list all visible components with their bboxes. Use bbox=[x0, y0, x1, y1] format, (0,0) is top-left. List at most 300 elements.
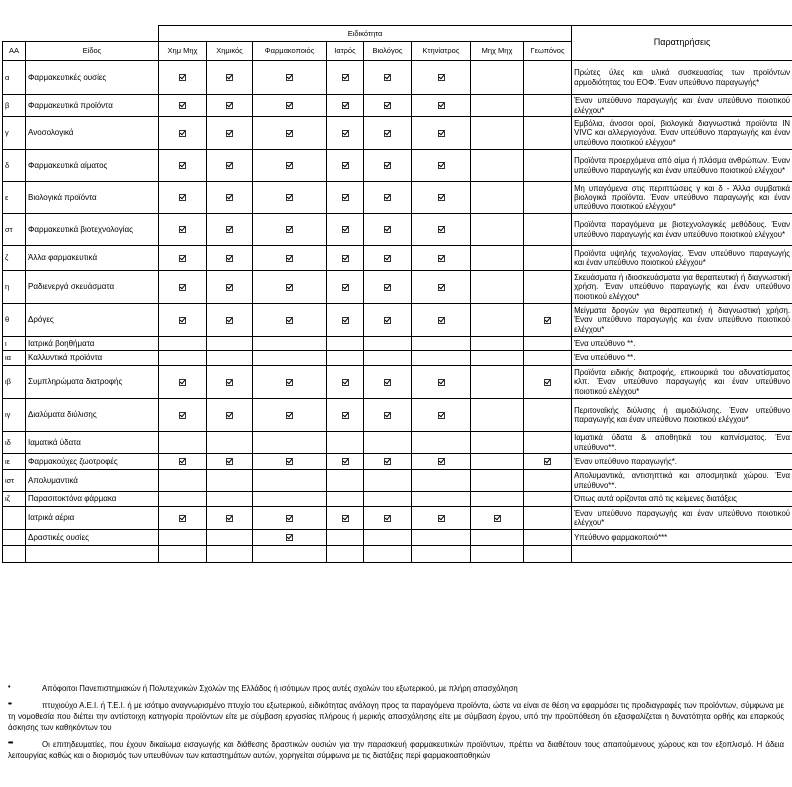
check-cell bbox=[253, 399, 327, 432]
checkbox-checked-icon bbox=[226, 226, 233, 233]
specialty-header: Φαρμακοποιός bbox=[253, 42, 327, 61]
check-cell bbox=[412, 150, 471, 182]
checkbox-checked-icon bbox=[494, 515, 501, 522]
row-kind: Καλλυντικά προϊόντα bbox=[26, 351, 159, 366]
checkbox-checked-icon bbox=[179, 515, 186, 522]
check-cell bbox=[253, 271, 327, 304]
table-row bbox=[3, 530, 792, 546]
checkbox-checked-icon bbox=[179, 162, 186, 169]
row-kind: Ανοσολογικά bbox=[26, 117, 159, 150]
row-note: Μείγματα δρογών για θεραπευτική ή διαγνωστική χρήση. Έναν υπεύθυνο παραγωγής και έναν υπεύθυνο ποιοτικού ελέγχου* bbox=[572, 304, 792, 337]
checkbox-checked-icon bbox=[438, 412, 445, 419]
checkbox-checked-icon bbox=[179, 226, 186, 233]
row-index: ι bbox=[3, 337, 26, 351]
check-cell bbox=[327, 150, 364, 182]
check-cell bbox=[207, 507, 253, 530]
row-index: ιδ bbox=[3, 432, 26, 454]
specialty-group-header: Ειδικότητα bbox=[159, 26, 572, 42]
check-cell bbox=[471, 271, 524, 304]
check-cell bbox=[207, 95, 253, 117]
check-cell bbox=[364, 470, 412, 492]
checkbox-checked-icon bbox=[286, 284, 293, 291]
check-cell bbox=[471, 351, 524, 366]
check-cell bbox=[207, 182, 253, 214]
table-row bbox=[3, 399, 792, 432]
checkbox-checked-icon bbox=[226, 284, 233, 291]
check-cell bbox=[471, 399, 524, 432]
checkbox-checked-icon bbox=[226, 515, 233, 522]
row-index: ιστ bbox=[3, 470, 26, 492]
check-cell bbox=[524, 214, 572, 246]
checkbox-checked-icon bbox=[438, 74, 445, 81]
row-note: Σκευάσματα ή ιδιοσκευάσματα για θεραπευτική ή διαγνωστική χρήση. Έναν υπεύθυνο παραγωγής και έναν υπεύθυνο ποιοτικού ελέγχου* bbox=[572, 271, 792, 304]
row-index: στ bbox=[3, 214, 26, 246]
check-cell bbox=[253, 530, 327, 546]
specialty-header: Ιατρός bbox=[327, 42, 364, 61]
table-body bbox=[3, 61, 792, 563]
checkbox-checked-icon bbox=[179, 130, 186, 137]
check-cell bbox=[524, 470, 572, 492]
specialty-header: Κτηνίατρος bbox=[412, 42, 471, 61]
check-cell bbox=[159, 507, 207, 530]
check-cell bbox=[159, 214, 207, 246]
check-cell bbox=[364, 117, 412, 150]
check-cell bbox=[159, 492, 207, 507]
row-kind: Δρόγες bbox=[26, 304, 159, 337]
check-cell bbox=[524, 530, 572, 546]
row-index: η bbox=[3, 271, 26, 304]
check-cell bbox=[207, 492, 253, 507]
check-cell bbox=[471, 246, 524, 271]
table-row bbox=[3, 271, 792, 304]
check-cell bbox=[253, 492, 327, 507]
row-note: Περιτοναϊκής διύλισης ή αιμοδιύλισης. Έναν υπεύθυνο παραγωγής και έναν υπεύθυνο ποιοτικού ελέγχου* bbox=[572, 399, 792, 432]
row-index: ζ bbox=[3, 246, 26, 271]
check-cell bbox=[253, 351, 327, 366]
table-row bbox=[3, 95, 792, 117]
row-index: ιε bbox=[3, 454, 26, 470]
check-cell bbox=[524, 432, 572, 454]
checkbox-checked-icon bbox=[226, 194, 233, 201]
check-cell bbox=[364, 546, 412, 563]
row-index: ιβ bbox=[3, 366, 26, 399]
check-cell bbox=[471, 454, 524, 470]
checkbox-checked-icon bbox=[226, 379, 233, 386]
check-cell bbox=[327, 182, 364, 214]
check-cell bbox=[253, 507, 327, 530]
check-cell bbox=[159, 351, 207, 366]
check-cell bbox=[207, 150, 253, 182]
checkbox-checked-icon bbox=[384, 130, 391, 137]
checkbox-checked-icon bbox=[438, 162, 445, 169]
check-cell bbox=[207, 454, 253, 470]
check-cell bbox=[207, 61, 253, 95]
row-note: Ιαματικά ύδατα & αποθητικά του καπνίσματος. Ένα υπεύθυνο**. bbox=[572, 432, 792, 454]
check-cell bbox=[253, 337, 327, 351]
check-cell bbox=[253, 246, 327, 271]
check-cell bbox=[412, 530, 471, 546]
check-cell bbox=[253, 117, 327, 150]
check-cell bbox=[364, 492, 412, 507]
table-row bbox=[3, 214, 792, 246]
kind-header: Είδος bbox=[26, 42, 159, 61]
row-index: γ bbox=[3, 117, 26, 150]
footnote-text: πτυχιούχο Α.Ε.Ι. ή Τ.Ε.Ι. ή με ισότιμο αναγνωρισμένο πτυχίο του εξωτερικού, ειδικότητας ανάλογη προς τα παραγόμενα προϊόντα, ώστε να είναι σε θέση να εφαρμόσει τις προδιαγραφές των προϊόντων, σύμφωνα με τη νομοθεσία που διέπει την αντίστοιχη κατηγορία προϊόντων είτε με σύμβαση εργασίας πλήρους ή μερικής απασχόλησης είτε με σύμβαση έργου, υπό την προϋπόθεση ότι εξασφαλίζεται η δυνατότητα ορθής και επαρκούς άσκησης των καθηκόντων του bbox=[8, 701, 784, 732]
checkbox-checked-icon bbox=[342, 284, 349, 291]
checkbox-checked-icon bbox=[544, 458, 551, 465]
checkbox-checked-icon bbox=[342, 130, 349, 137]
check-cell bbox=[524, 271, 572, 304]
row-note: Απολυμαντικά, αντισηπτικά και αποσμητικά χώρου. Ένα υπεύθυνο**. bbox=[572, 470, 792, 492]
check-cell bbox=[471, 95, 524, 117]
row-index bbox=[3, 530, 26, 546]
row-index: θ bbox=[3, 304, 26, 337]
check-cell bbox=[327, 351, 364, 366]
check-cell bbox=[471, 304, 524, 337]
checkbox-checked-icon bbox=[342, 379, 349, 386]
checkbox-checked-icon bbox=[286, 412, 293, 419]
table-row bbox=[3, 117, 792, 150]
check-cell bbox=[159, 246, 207, 271]
footnote-mark: ••• bbox=[8, 740, 13, 747]
check-cell bbox=[471, 530, 524, 546]
check-cell bbox=[471, 150, 524, 182]
table-row bbox=[3, 337, 792, 351]
checkbox-checked-icon bbox=[384, 226, 391, 233]
row-note: Πρώτες ύλες και υλικά συσκευασίας των προϊόντων αρμοδιότητας του ΕΟΦ. Έναν υπεύθυνο παραγωγής* bbox=[572, 61, 792, 95]
table-row bbox=[3, 182, 792, 214]
check-cell bbox=[253, 95, 327, 117]
check-cell bbox=[471, 366, 524, 399]
check-cell bbox=[327, 432, 364, 454]
check-cell bbox=[159, 337, 207, 351]
row-note: Προϊόντα προερχόμενα από αίμα ή πλάσμα ανθρώπων. Έναν υπεύθυνο παραγωγής και έναν υπεύθυνο ποιοτικού ελέγχου* bbox=[572, 150, 792, 182]
specialty-header: Χημ Μηχ bbox=[159, 42, 207, 61]
row-note: Έναν υπεύθυνο παραγωγής και έναν υπεύθυνο ποιοτικού ελέγχου* bbox=[572, 507, 792, 530]
check-cell bbox=[159, 470, 207, 492]
checkbox-checked-icon bbox=[342, 74, 349, 81]
check-cell bbox=[159, 530, 207, 546]
checkbox-checked-icon bbox=[226, 74, 233, 81]
row-index bbox=[3, 546, 26, 563]
checkbox-checked-icon bbox=[342, 162, 349, 169]
check-cell bbox=[524, 337, 572, 351]
checkbox-checked-icon bbox=[179, 194, 186, 201]
check-cell bbox=[159, 304, 207, 337]
checkbox-checked-icon bbox=[438, 255, 445, 262]
checkbox-checked-icon bbox=[286, 534, 293, 541]
footnote-mark: •• bbox=[8, 701, 11, 708]
check-cell bbox=[207, 246, 253, 271]
check-cell bbox=[471, 182, 524, 214]
table-row bbox=[3, 507, 792, 530]
specialty-header: Χημικός bbox=[207, 42, 253, 61]
check-cell bbox=[207, 117, 253, 150]
checkbox-checked-icon bbox=[286, 515, 293, 522]
checkbox-checked-icon bbox=[384, 412, 391, 419]
checkbox-checked-icon bbox=[438, 102, 445, 109]
row-kind: Απολυμαντικά bbox=[26, 470, 159, 492]
row-kind: Φαρμακευτικές ουσίες bbox=[26, 61, 159, 95]
check-cell bbox=[327, 246, 364, 271]
check-cell bbox=[207, 432, 253, 454]
check-cell bbox=[207, 470, 253, 492]
check-cell bbox=[159, 117, 207, 150]
check-cell bbox=[253, 304, 327, 337]
check-cell bbox=[159, 271, 207, 304]
check-cell bbox=[159, 432, 207, 454]
checkbox-checked-icon bbox=[226, 458, 233, 465]
check-cell bbox=[159, 454, 207, 470]
check-cell bbox=[207, 366, 253, 399]
check-cell bbox=[471, 492, 524, 507]
check-cell bbox=[524, 61, 572, 95]
check-cell bbox=[327, 271, 364, 304]
checkbox-checked-icon bbox=[286, 255, 293, 262]
row-note: Εμβόλια, άνοσοι οροί, βιολογικά διαγνωστικά προϊόντα IN VIVC και αλλεργιογόνα. Έναν υπεύθυνο παραγωγής και έναν υπεύθυνο ποιοτικού ελέγχου* bbox=[572, 117, 792, 150]
table-row bbox=[3, 150, 792, 182]
check-cell bbox=[412, 182, 471, 214]
check-cell bbox=[253, 182, 327, 214]
row-index bbox=[3, 507, 26, 530]
check-cell bbox=[327, 507, 364, 530]
checkbox-checked-icon bbox=[286, 226, 293, 233]
footnote-text: Απόφοιτοι Πανεπιστημιακών ή Πολυτεχνικών Σχολών της Ελλάδος ή ισότιμων προς αυτές σχολών του εξωτερικού, με πλήρη απασχόληση bbox=[42, 684, 518, 693]
check-cell bbox=[327, 366, 364, 399]
check-cell bbox=[471, 470, 524, 492]
checkbox-checked-icon bbox=[179, 379, 186, 386]
check-cell bbox=[364, 61, 412, 95]
check-cell bbox=[207, 337, 253, 351]
row-note bbox=[572, 546, 792, 563]
checkbox-checked-icon bbox=[438, 284, 445, 291]
check-cell bbox=[159, 546, 207, 563]
check-cell bbox=[253, 454, 327, 470]
check-cell bbox=[412, 246, 471, 271]
check-cell bbox=[412, 470, 471, 492]
checkbox-checked-icon bbox=[438, 194, 445, 201]
checkbox-checked-icon bbox=[226, 317, 233, 324]
checkbox-checked-icon bbox=[286, 317, 293, 324]
check-cell bbox=[207, 214, 253, 246]
check-cell bbox=[412, 399, 471, 432]
check-cell bbox=[327, 530, 364, 546]
check-cell bbox=[207, 271, 253, 304]
row-index: ιζ bbox=[3, 492, 26, 507]
row-kind: Άλλα φαρμακευτικά bbox=[26, 246, 159, 271]
check-cell bbox=[327, 214, 364, 246]
corner-cell bbox=[3, 26, 159, 42]
checkbox-checked-icon bbox=[384, 515, 391, 522]
checkbox-checked-icon bbox=[438, 130, 445, 137]
check-cell bbox=[207, 351, 253, 366]
row-kind: Ραδιενεργά σκευάσματα bbox=[26, 271, 159, 304]
row-kind: Διαλύματα διύλισης bbox=[26, 399, 159, 432]
check-cell bbox=[159, 61, 207, 95]
row-note: Προϊόντα υψηλής τεχνολογίας. Έναν υπεύθυνο παραγωγής και έναν υπεύθυνο ποιοτικού ελέγχου* bbox=[572, 246, 792, 271]
checkbox-checked-icon bbox=[384, 194, 391, 201]
checkbox-checked-icon bbox=[384, 379, 391, 386]
row-kind: Παρασιτοκτόνα φάρμακα bbox=[26, 492, 159, 507]
check-cell bbox=[524, 399, 572, 432]
checkbox-checked-icon bbox=[384, 317, 391, 324]
specialty-header: Γεωπόνος bbox=[524, 42, 572, 61]
check-cell bbox=[524, 366, 572, 399]
check-cell bbox=[524, 95, 572, 117]
check-cell bbox=[524, 182, 572, 214]
row-note: Όπως αυτά ορίζονται από τις κείμενες διατάξεις bbox=[572, 492, 792, 507]
check-cell bbox=[207, 546, 253, 563]
check-cell bbox=[364, 351, 412, 366]
checkbox-checked-icon bbox=[286, 102, 293, 109]
footnotes bbox=[8, 683, 784, 767]
checkbox-checked-icon bbox=[286, 130, 293, 137]
check-cell bbox=[327, 546, 364, 563]
table-row bbox=[3, 304, 792, 337]
checkbox-checked-icon bbox=[342, 255, 349, 262]
table-row bbox=[3, 432, 792, 454]
check-cell bbox=[327, 399, 364, 432]
check-cell bbox=[327, 454, 364, 470]
check-cell bbox=[471, 507, 524, 530]
check-cell bbox=[364, 271, 412, 304]
checkbox-checked-icon bbox=[179, 255, 186, 262]
specialty-header: Μηχ Μηχ bbox=[471, 42, 524, 61]
check-cell bbox=[471, 546, 524, 563]
checkbox-checked-icon bbox=[179, 74, 186, 81]
check-cell bbox=[412, 117, 471, 150]
check-cell bbox=[412, 214, 471, 246]
checkbox-checked-icon bbox=[286, 194, 293, 201]
table-row bbox=[3, 351, 792, 366]
table-row bbox=[3, 246, 792, 271]
checkbox-checked-icon bbox=[544, 317, 551, 324]
row-kind: Φαρμακούχες ζωοτροφές bbox=[26, 454, 159, 470]
checkbox-checked-icon bbox=[384, 162, 391, 169]
table-row bbox=[3, 470, 792, 492]
row-note: Έναν υπεύθυνο παραγωγής και έναν υπεύθυνο ποιοτικού ελέγχου* bbox=[572, 95, 792, 117]
footnote-mark: • bbox=[8, 684, 10, 691]
check-cell bbox=[364, 95, 412, 117]
row-kind: Συμπληρώματα διατροφής bbox=[26, 366, 159, 399]
check-cell bbox=[253, 470, 327, 492]
footnote bbox=[8, 700, 784, 733]
row-kind: Ιατρικά βοηθήματα bbox=[26, 337, 159, 351]
check-cell bbox=[364, 150, 412, 182]
check-cell bbox=[412, 507, 471, 530]
row-kind: Φαρμακευτικά αίματος bbox=[26, 150, 159, 182]
check-cell bbox=[412, 95, 471, 117]
checkbox-checked-icon bbox=[226, 130, 233, 137]
check-cell bbox=[327, 470, 364, 492]
check-cell bbox=[364, 304, 412, 337]
check-cell bbox=[412, 351, 471, 366]
row-note: Έναν υπεύθυνο παραγωγής*. bbox=[572, 454, 792, 470]
check-cell bbox=[364, 246, 412, 271]
checkbox-checked-icon bbox=[438, 458, 445, 465]
check-cell bbox=[412, 61, 471, 95]
table-row bbox=[3, 546, 792, 563]
check-cell bbox=[364, 399, 412, 432]
checkbox-checked-icon bbox=[226, 102, 233, 109]
check-cell bbox=[253, 432, 327, 454]
check-cell bbox=[412, 366, 471, 399]
row-index: α bbox=[3, 61, 26, 95]
checkbox-checked-icon bbox=[179, 284, 186, 291]
checkbox-checked-icon bbox=[286, 379, 293, 386]
checkbox-checked-icon bbox=[179, 102, 186, 109]
check-cell bbox=[253, 150, 327, 182]
checkbox-checked-icon bbox=[384, 284, 391, 291]
checkbox-checked-icon bbox=[342, 317, 349, 324]
check-cell bbox=[412, 492, 471, 507]
check-cell bbox=[253, 366, 327, 399]
table-row bbox=[3, 61, 792, 95]
check-cell bbox=[327, 61, 364, 95]
row-index: β bbox=[3, 95, 26, 117]
check-cell bbox=[364, 432, 412, 454]
checkbox-checked-icon bbox=[342, 102, 349, 109]
row-note: Προϊόντα παραγόμενα με βιοτεχνολογικές μεθόδους. Έναν υπεύθυνο παραγωγής και έναν υπεύθυνο ποιοτικού ελέγχου* bbox=[572, 214, 792, 246]
check-cell bbox=[412, 454, 471, 470]
checkbox-checked-icon bbox=[384, 102, 391, 109]
check-cell bbox=[524, 246, 572, 271]
checkbox-checked-icon bbox=[226, 412, 233, 419]
row-kind: Φαρμακευτικά προϊόντα bbox=[26, 95, 159, 117]
checkbox-checked-icon bbox=[384, 74, 391, 81]
check-cell bbox=[364, 366, 412, 399]
specialty-table bbox=[2, 25, 792, 563]
row-kind: Δραστικές ουσίες bbox=[26, 530, 159, 546]
checkbox-checked-icon bbox=[438, 379, 445, 386]
check-cell bbox=[327, 95, 364, 117]
checkbox-checked-icon bbox=[226, 255, 233, 262]
table-row bbox=[3, 492, 792, 507]
check-cell bbox=[364, 182, 412, 214]
check-cell bbox=[159, 95, 207, 117]
row-kind bbox=[26, 546, 159, 563]
check-cell bbox=[327, 304, 364, 337]
checkbox-checked-icon bbox=[179, 317, 186, 324]
footnote bbox=[8, 739, 784, 761]
checkbox-checked-icon bbox=[342, 226, 349, 233]
check-cell bbox=[471, 337, 524, 351]
row-index: ε bbox=[3, 182, 26, 214]
table-row bbox=[3, 366, 792, 399]
row-note: Μη υπαγόμενα στις περιπτώσεις γ και δ - Άλλα συμβατικά βιολογικά προϊόντα. Έναν υπεύθυνο παραγωγής και έναν υπεύθυνο ποιοτικού ελέγχου* bbox=[572, 182, 792, 214]
check-cell bbox=[471, 432, 524, 454]
row-kind: Βιολογικά προϊόντα bbox=[26, 182, 159, 214]
check-cell bbox=[524, 351, 572, 366]
checkbox-checked-icon bbox=[384, 255, 391, 262]
row-kind: Ιαματικά ύδατα bbox=[26, 432, 159, 454]
check-cell bbox=[524, 454, 572, 470]
checkbox-checked-icon bbox=[342, 515, 349, 522]
row-note: Υπεύθυνο φαρμακοποιό*** bbox=[572, 530, 792, 546]
check-cell bbox=[524, 150, 572, 182]
check-cell bbox=[524, 117, 572, 150]
check-cell bbox=[364, 454, 412, 470]
check-cell bbox=[364, 214, 412, 246]
checkbox-checked-icon bbox=[179, 458, 186, 465]
row-note: Προϊόντα ειδικής διατροφής, επικουρικά του αδυνατίσματος κλπ. Έναν υπεύθυνο παραγωγής και έναν υπεύθυνο ποιοτικού ελέγχου* bbox=[572, 366, 792, 399]
checkbox-checked-icon bbox=[342, 412, 349, 419]
check-cell bbox=[412, 304, 471, 337]
aa-header: ΑΑ bbox=[3, 42, 26, 61]
check-cell bbox=[253, 546, 327, 563]
check-cell bbox=[159, 366, 207, 399]
check-cell bbox=[207, 304, 253, 337]
